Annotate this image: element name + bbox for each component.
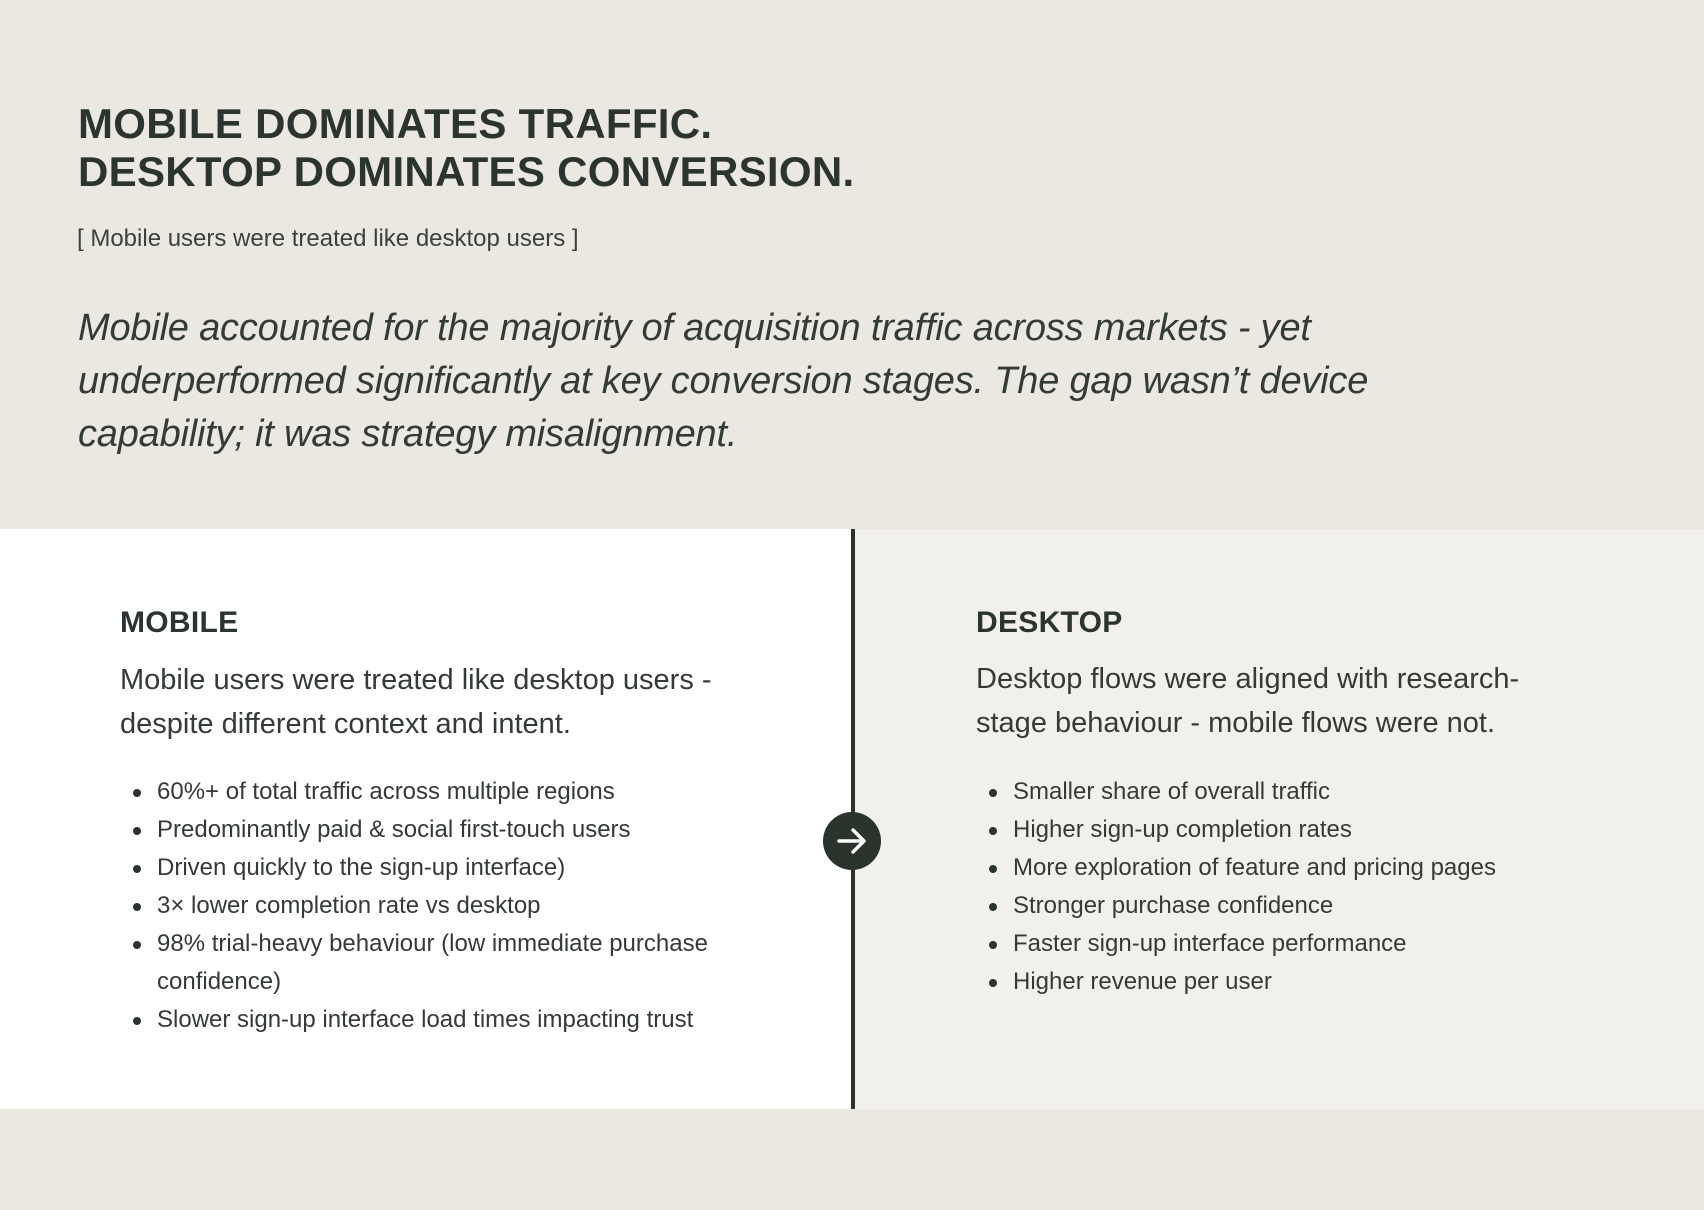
mobile-bullet-list bbox=[120, 773, 720, 1039]
lead-paragraph: Mobile accounted for the majority of acquisition traffic across markets - yet underperformed significantly at key conversion stages. The gap wasn’t device capability; it was strategy misalignment. bbox=[78, 307, 1369, 455]
list-item: 98% trial-heavy behaviour (low immediate purchase confidence) bbox=[120, 925, 720, 1001]
list-item: Stronger purchase confidence bbox=[976, 887, 1596, 925]
tagline: [ Mobile users were treated like desktop users ] bbox=[77, 225, 579, 252]
list-item: More exploration of feature and pricing pages bbox=[976, 849, 1596, 887]
desktop-bullet-list bbox=[976, 773, 1596, 1001]
list-item: Higher revenue per user bbox=[976, 963, 1596, 1001]
page-title bbox=[78, 100, 854, 196]
list-item: Higher sign-up completion rates bbox=[976, 811, 1596, 849]
arrow-right-icon bbox=[835, 824, 869, 858]
desktop-heading: DESKTOP bbox=[976, 606, 1123, 639]
list-item: Predominantly paid & social first-touch users bbox=[120, 811, 720, 849]
desktop-intro: Desktop flows were aligned with research-stage behaviour - mobile flows were not. bbox=[976, 663, 1520, 739]
hero-section bbox=[0, 0, 1704, 529]
list-item: Smaller share of overall traffic bbox=[976, 773, 1596, 811]
arrow-button[interactable] bbox=[823, 812, 881, 870]
page-title-line-2: DESKTOP DOMINATES CONVERSION. bbox=[78, 148, 855, 195]
list-item: Faster sign-up interface performance bbox=[976, 925, 1596, 963]
list-item: Driven quickly to the sign-up interface) bbox=[120, 849, 720, 887]
list-item: Slower sign-up interface load times impacting trust bbox=[120, 1001, 720, 1039]
mobile-heading: MOBILE bbox=[120, 606, 239, 639]
mobile-intro: Mobile users were treated like desktop users - despite different context and intent. bbox=[120, 664, 712, 740]
list-item: 3× lower completion rate vs desktop bbox=[120, 887, 720, 925]
list-item: 60%+ of total traffic across multiple regions bbox=[120, 773, 720, 811]
page-title-line-1: MOBILE DOMINATES TRAFFIC. bbox=[78, 100, 713, 147]
